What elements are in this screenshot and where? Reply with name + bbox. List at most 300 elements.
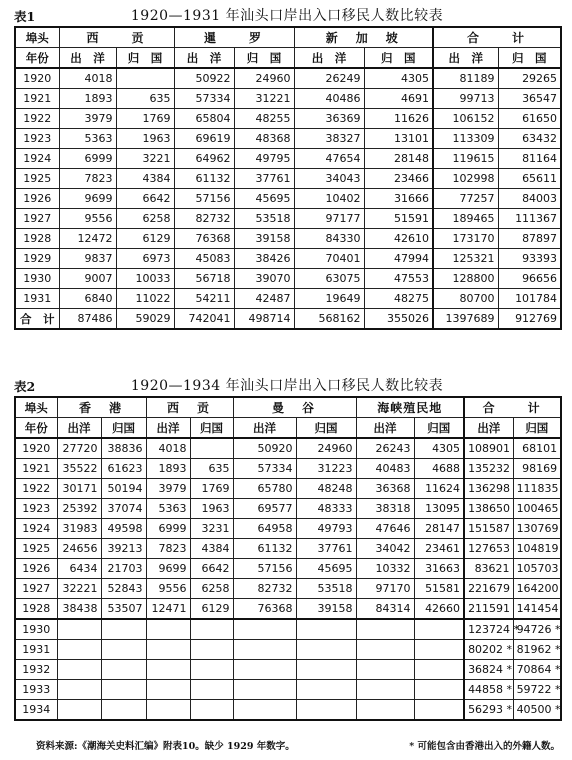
table-row xyxy=(15,289,561,309)
year-cell: 1923 xyxy=(15,499,57,519)
year-cell: 1934 xyxy=(15,700,57,721)
data-cell xyxy=(190,680,233,700)
data-cell: 52843 xyxy=(101,579,146,599)
data-cell: 3221 xyxy=(116,149,174,169)
header-cell: 西 贡 xyxy=(59,27,174,48)
table-row xyxy=(15,109,561,129)
subheader-cell: 归 国 xyxy=(234,48,294,69)
data-cell: 94726 * xyxy=(513,619,561,640)
data-cell: 7823 xyxy=(59,169,116,189)
data-cell: 39158 xyxy=(234,229,294,249)
data-cell: 100465 xyxy=(513,499,561,519)
data-cell xyxy=(296,640,356,660)
data-cell: 189465 xyxy=(433,209,498,229)
subheader-cell: 归 国 xyxy=(116,48,174,69)
table-row xyxy=(15,640,561,660)
data-cell: 151587 xyxy=(464,519,513,539)
data-cell: 11624 xyxy=(414,479,464,499)
data-cell: 34043 xyxy=(294,169,364,189)
total-cell: 498714 xyxy=(234,309,294,330)
data-cell: 11626 xyxy=(364,109,433,129)
data-cell: 56718 xyxy=(174,269,234,289)
data-cell: 24656 xyxy=(57,539,101,559)
data-cell: 37074 xyxy=(101,499,146,519)
header-cell: 西 贡 xyxy=(146,397,233,418)
data-cell: 38438 xyxy=(57,599,101,620)
data-cell xyxy=(146,700,190,721)
data-cell: 1963 xyxy=(190,499,233,519)
table2-title: 1920—1934 年汕头口岸出入口移民人数比较表 xyxy=(130,378,444,394)
data-cell xyxy=(356,619,414,640)
data-cell: 57334 xyxy=(174,89,234,109)
data-cell xyxy=(146,680,190,700)
data-cell xyxy=(146,660,190,680)
data-cell xyxy=(190,438,233,459)
data-cell: 98169 xyxy=(513,459,561,479)
data-cell: 4688 xyxy=(414,459,464,479)
data-cell: 39070 xyxy=(234,269,294,289)
data-cell: 25392 xyxy=(57,499,101,519)
data-cell: 1769 xyxy=(190,479,233,499)
data-cell xyxy=(190,660,233,680)
data-cell: 1893 xyxy=(59,89,116,109)
data-cell: 26243 xyxy=(356,438,414,459)
data-cell: 48255 xyxy=(234,109,294,129)
data-cell: 48333 xyxy=(296,499,356,519)
data-cell: 38327 xyxy=(294,129,364,149)
data-cell: 9837 xyxy=(59,249,116,269)
data-cell: 6129 xyxy=(116,229,174,249)
total-row xyxy=(15,309,561,330)
year-cell: 1922 xyxy=(15,109,59,129)
data-cell: 31666 xyxy=(364,189,433,209)
table1-caption xyxy=(14,4,560,26)
data-cell: 50194 xyxy=(101,479,146,499)
subheader-cell: 出 洋 xyxy=(433,48,498,69)
data-cell: 49598 xyxy=(101,519,146,539)
year-cell: 1926 xyxy=(15,559,57,579)
data-cell: 24960 xyxy=(296,438,356,459)
data-cell: 57334 xyxy=(233,459,296,479)
table-row xyxy=(15,479,561,499)
data-cell: 53518 xyxy=(296,579,356,599)
data-cell: 50922 xyxy=(174,68,234,89)
year-cell: 1922 xyxy=(15,479,57,499)
total-cell: 87486 xyxy=(59,309,116,330)
year-cell: 1932 xyxy=(15,660,57,680)
subheader-row xyxy=(15,418,561,439)
year-cell: 1931 xyxy=(15,640,57,660)
year-cell: 1930 xyxy=(15,619,57,640)
data-cell: 6642 xyxy=(190,559,233,579)
data-cell: 5363 xyxy=(146,499,190,519)
data-cell: 39213 xyxy=(101,539,146,559)
data-cell xyxy=(233,700,296,721)
data-cell: 4018 xyxy=(146,438,190,459)
data-cell: 21703 xyxy=(101,559,146,579)
total-cell: 568162 xyxy=(294,309,364,330)
data-cell: 31221 xyxy=(234,89,294,109)
table-row xyxy=(15,129,561,149)
data-cell: 35522 xyxy=(57,459,101,479)
year-cell: 1933 xyxy=(15,680,57,700)
data-cell: 9699 xyxy=(59,189,116,209)
year-cell: 1928 xyxy=(15,599,57,620)
table2-block xyxy=(14,374,560,721)
table-row xyxy=(15,189,561,209)
header-cell: 合 计 xyxy=(464,397,561,418)
data-cell: 84003 xyxy=(498,189,561,209)
subheader-cell: 归国 xyxy=(296,418,356,439)
data-cell: 45083 xyxy=(174,249,234,269)
data-cell: 127653 xyxy=(464,539,513,559)
data-cell: 10332 xyxy=(356,559,414,579)
table-row xyxy=(15,89,561,109)
table2 xyxy=(14,396,562,721)
header-cell: 香 港 xyxy=(57,397,146,418)
data-cell: 173170 xyxy=(433,229,498,249)
data-cell: 93393 xyxy=(498,249,561,269)
data-cell: 135232 xyxy=(464,459,513,479)
data-cell: 102998 xyxy=(433,169,498,189)
data-cell: 61132 xyxy=(233,539,296,559)
data-cell: 39158 xyxy=(296,599,356,620)
total-cell: 912769 xyxy=(498,309,561,330)
table-row xyxy=(15,559,561,579)
data-cell: 3979 xyxy=(59,109,116,129)
table-row xyxy=(15,68,561,89)
data-cell: 48368 xyxy=(234,129,294,149)
data-cell: 635 xyxy=(190,459,233,479)
data-cell: 113309 xyxy=(433,129,498,149)
data-cell xyxy=(101,660,146,680)
data-cell: 47654 xyxy=(294,149,364,169)
subheader-cell: 出洋 xyxy=(57,418,101,439)
data-cell: 83621 xyxy=(464,559,513,579)
table1 xyxy=(14,26,562,330)
data-cell: 36547 xyxy=(498,89,561,109)
total-cell: 742041 xyxy=(174,309,234,330)
data-cell: 7823 xyxy=(146,539,190,559)
data-cell: 3231 xyxy=(190,519,233,539)
year-cell: 1921 xyxy=(15,459,57,479)
data-cell: 49795 xyxy=(234,149,294,169)
data-cell: 48248 xyxy=(296,479,356,499)
subheader-cell: 出 洋 xyxy=(294,48,364,69)
data-cell: 96656 xyxy=(498,269,561,289)
total-cell: 1397689 xyxy=(433,309,498,330)
data-cell: 42660 xyxy=(414,599,464,620)
data-cell: 30171 xyxy=(57,479,101,499)
data-cell xyxy=(101,700,146,721)
data-cell xyxy=(356,660,414,680)
data-cell: 164200 xyxy=(513,579,561,599)
data-cell: 50920 xyxy=(233,438,296,459)
data-cell: 27720 xyxy=(57,438,101,459)
data-cell: 32221 xyxy=(57,579,101,599)
data-cell: 61650 xyxy=(498,109,561,129)
data-cell xyxy=(146,640,190,660)
year-cell: 1924 xyxy=(15,149,59,169)
data-cell: 87897 xyxy=(498,229,561,249)
table2-label: 表2 xyxy=(14,379,36,394)
data-cell xyxy=(57,640,101,660)
year-cell: 1923 xyxy=(15,129,59,149)
table-row xyxy=(15,499,561,519)
data-cell xyxy=(356,680,414,700)
data-cell: 5363 xyxy=(59,129,116,149)
year-cell: 1927 xyxy=(15,209,59,229)
table-row xyxy=(15,169,561,189)
data-cell: 119615 xyxy=(433,149,498,169)
data-cell: 36368 xyxy=(356,479,414,499)
year-cell: 1931 xyxy=(15,289,59,309)
data-cell: 84314 xyxy=(356,599,414,620)
table1-label: 表1 xyxy=(14,9,36,24)
year-cell: 1925 xyxy=(15,539,57,559)
data-cell: 6973 xyxy=(116,249,174,269)
data-cell: 81164 xyxy=(498,149,561,169)
year-label-cell: 年份 xyxy=(15,48,59,69)
data-cell xyxy=(190,700,233,721)
data-cell: 65804 xyxy=(174,109,234,129)
data-cell: 4384 xyxy=(190,539,233,559)
data-cell: 76368 xyxy=(233,599,296,620)
data-cell: 108901 xyxy=(464,438,513,459)
data-cell: 105703 xyxy=(513,559,561,579)
table-row xyxy=(15,599,561,620)
data-cell xyxy=(296,619,356,640)
subheader-cell: 出 洋 xyxy=(59,48,116,69)
data-cell xyxy=(190,640,233,660)
data-cell: 81189 xyxy=(433,68,498,89)
data-cell: 53507 xyxy=(101,599,146,620)
data-cell: 54211 xyxy=(174,289,234,309)
data-cell: 59722 * xyxy=(513,680,561,700)
total-cell: 59029 xyxy=(116,309,174,330)
data-cell: 82732 xyxy=(233,579,296,599)
data-cell: 31663 xyxy=(414,559,464,579)
data-cell xyxy=(57,660,101,680)
data-cell: 9699 xyxy=(146,559,190,579)
table-row xyxy=(15,459,561,479)
data-cell: 6258 xyxy=(190,579,233,599)
data-cell: 70864 * xyxy=(513,660,561,680)
data-cell xyxy=(414,660,464,680)
year-cell: 1920 xyxy=(15,438,57,459)
data-cell: 97177 xyxy=(294,209,364,229)
data-cell: 31223 xyxy=(296,459,356,479)
data-cell: 64962 xyxy=(174,149,234,169)
data-cell: 106152 xyxy=(433,109,498,129)
data-cell: 70401 xyxy=(294,249,364,269)
data-cell: 12472 xyxy=(59,229,116,249)
header-cell: 埠头 xyxy=(15,27,59,48)
data-cell xyxy=(296,700,356,721)
data-cell: 24960 xyxy=(234,68,294,89)
footnote: * 可能包含由香港出入的外籍人数。 xyxy=(409,741,560,752)
header-row xyxy=(15,27,561,48)
data-cell: 104819 xyxy=(513,539,561,559)
data-cell: 65611 xyxy=(498,169,561,189)
data-cell: 48275 xyxy=(364,289,433,309)
data-cell xyxy=(57,619,101,640)
data-cell: 57156 xyxy=(174,189,234,209)
data-cell: 11022 xyxy=(116,289,174,309)
subheader-cell: 归 国 xyxy=(364,48,433,69)
data-cell: 82732 xyxy=(174,209,234,229)
table2-caption xyxy=(14,374,560,396)
data-cell: 80700 xyxy=(433,289,498,309)
data-cell: 111367 xyxy=(498,209,561,229)
data-cell: 97170 xyxy=(356,579,414,599)
data-cell: 40486 xyxy=(294,89,364,109)
data-cell: 23461 xyxy=(414,539,464,559)
data-cell: 80202 * xyxy=(464,640,513,660)
data-cell: 635 xyxy=(116,89,174,109)
table-row xyxy=(15,539,561,559)
header-cell: 海峡殖民地 xyxy=(356,397,464,418)
data-cell: 40500 * xyxy=(513,700,561,721)
data-cell xyxy=(190,619,233,640)
subheader-cell: 归国 xyxy=(513,418,561,439)
data-cell: 81962 * xyxy=(513,640,561,660)
data-cell: 1963 xyxy=(116,129,174,149)
data-cell: 38426 xyxy=(234,249,294,269)
header-cell: 埠头 xyxy=(15,397,57,418)
data-cell: 63075 xyxy=(294,269,364,289)
data-cell: 28147 xyxy=(414,519,464,539)
data-cell: 31983 xyxy=(57,519,101,539)
year-cell: 1925 xyxy=(15,169,59,189)
data-cell: 45695 xyxy=(234,189,294,209)
data-cell: 37761 xyxy=(234,169,294,189)
data-cell: 64958 xyxy=(233,519,296,539)
data-cell: 136298 xyxy=(464,479,513,499)
table-row xyxy=(15,149,561,169)
table-row xyxy=(15,619,561,640)
data-cell xyxy=(116,68,174,89)
data-cell xyxy=(101,680,146,700)
data-cell xyxy=(233,640,296,660)
data-cell: 111835 xyxy=(513,479,561,499)
table-row xyxy=(15,700,561,721)
data-cell: 37761 xyxy=(296,539,356,559)
data-cell: 6840 xyxy=(59,289,116,309)
table1-title: 1920—1931 年汕头口岸出入口移民人数比较表 xyxy=(130,8,444,24)
total-cell: 355026 xyxy=(364,309,433,330)
data-cell xyxy=(101,640,146,660)
data-cell: 12471 xyxy=(146,599,190,620)
table-row xyxy=(15,579,561,599)
data-cell: 34042 xyxy=(356,539,414,559)
header-cell: 曼 谷 xyxy=(233,397,356,418)
data-cell xyxy=(101,619,146,640)
table-row xyxy=(15,269,561,289)
data-cell xyxy=(57,700,101,721)
subheader-cell: 出洋 xyxy=(356,418,414,439)
subheader-cell: 归 国 xyxy=(498,48,561,69)
data-cell: 13095 xyxy=(414,499,464,519)
data-cell xyxy=(233,680,296,700)
data-cell: 77257 xyxy=(433,189,498,209)
data-cell: 51581 xyxy=(414,579,464,599)
data-cell xyxy=(356,700,414,721)
data-cell: 42610 xyxy=(364,229,433,249)
subheader-cell: 出洋 xyxy=(146,418,190,439)
data-cell: 47994 xyxy=(364,249,433,269)
data-cell: 9556 xyxy=(146,579,190,599)
data-cell: 141454 xyxy=(513,599,561,620)
header-cell: 暹 罗 xyxy=(174,27,294,48)
data-cell: 4691 xyxy=(364,89,433,109)
data-cell: 130769 xyxy=(513,519,561,539)
data-cell: 61132 xyxy=(174,169,234,189)
data-cell: 125321 xyxy=(433,249,498,269)
data-cell: 23466 xyxy=(364,169,433,189)
data-cell: 3979 xyxy=(146,479,190,499)
data-cell xyxy=(146,619,190,640)
table-row xyxy=(15,680,561,700)
data-cell: 99713 xyxy=(433,89,498,109)
data-cell: 69619 xyxy=(174,129,234,149)
header-row xyxy=(15,397,561,418)
data-cell: 6129 xyxy=(190,599,233,620)
data-cell xyxy=(414,700,464,721)
subheader-cell: 归国 xyxy=(414,418,464,439)
table-row xyxy=(15,229,561,249)
data-cell: 1769 xyxy=(116,109,174,129)
data-cell: 57156 xyxy=(233,559,296,579)
year-cell: 1930 xyxy=(15,269,59,289)
data-cell: 4384 xyxy=(116,169,174,189)
table-row xyxy=(15,660,561,680)
data-cell: 76368 xyxy=(174,229,234,249)
data-cell: 69577 xyxy=(233,499,296,519)
subheader-cell: 出洋 xyxy=(233,418,296,439)
data-cell: 128800 xyxy=(433,269,498,289)
year-cell: 1929 xyxy=(15,249,59,269)
data-cell: 6642 xyxy=(116,189,174,209)
data-cell: 211591 xyxy=(464,599,513,620)
data-cell: 42487 xyxy=(234,289,294,309)
data-cell xyxy=(57,680,101,700)
data-cell: 4305 xyxy=(364,68,433,89)
data-cell: 6999 xyxy=(146,519,190,539)
data-cell: 6434 xyxy=(57,559,101,579)
data-cell: 38318 xyxy=(356,499,414,519)
data-cell: 221679 xyxy=(464,579,513,599)
data-cell: 61623 xyxy=(101,459,146,479)
data-cell: 40483 xyxy=(356,459,414,479)
data-cell xyxy=(414,619,464,640)
data-cell: 26249 xyxy=(294,68,364,89)
header-cell: 新 加 坡 xyxy=(294,27,433,48)
data-cell: 101784 xyxy=(498,289,561,309)
data-cell: 138650 xyxy=(464,499,513,519)
data-cell: 10033 xyxy=(116,269,174,289)
data-cell: 56293 * xyxy=(464,700,513,721)
table-row xyxy=(15,438,561,459)
data-cell: 68101 xyxy=(513,438,561,459)
data-cell: 10402 xyxy=(294,189,364,209)
year-cell: 1921 xyxy=(15,89,59,109)
data-cell: 36369 xyxy=(294,109,364,129)
data-cell: 6258 xyxy=(116,209,174,229)
data-cell: 38836 xyxy=(101,438,146,459)
data-cell xyxy=(414,640,464,660)
data-cell: 47646 xyxy=(356,519,414,539)
